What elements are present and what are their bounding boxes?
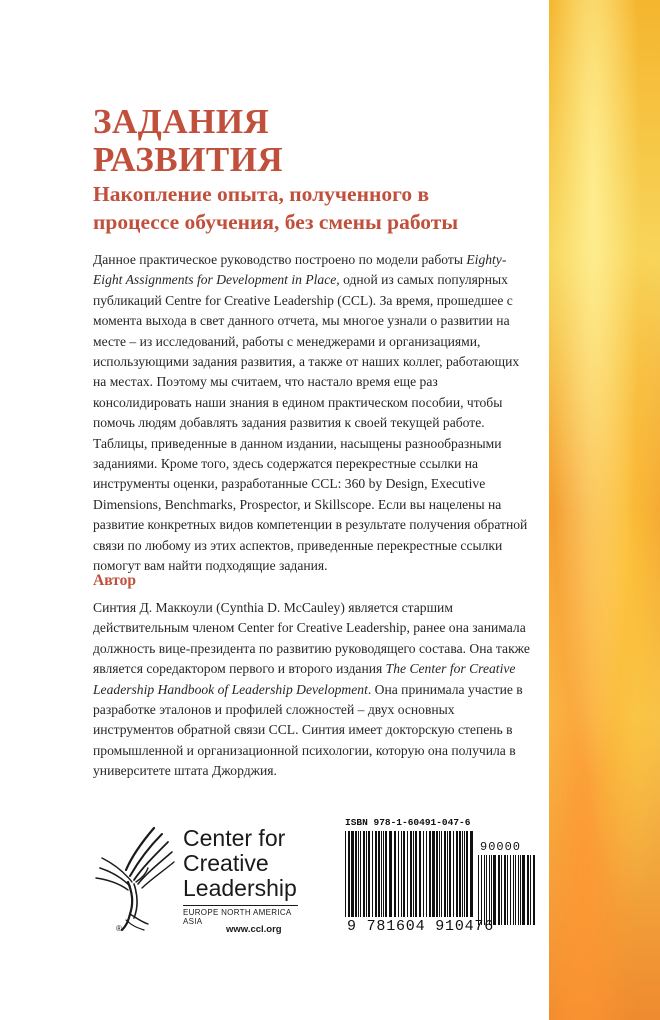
author-heading: Автор [93, 572, 136, 589]
barcode-bar [533, 855, 535, 925]
author-text-2: . Она принимала участие в разработке эталонов и профилей сложностей – двух основных инструментов обратной связи CCL. Синтия имеет докторскую степень в промышленной и организационной психологии, которую она получила в университете штата Джорджия. [93, 681, 523, 779]
barcode-bar [429, 831, 431, 917]
barcode-bar [423, 831, 424, 917]
barcode-bar [456, 831, 458, 917]
author-bio [93, 598, 533, 782]
title-line-1: ЗАДАНИЯ [93, 102, 270, 141]
book-description [93, 250, 533, 577]
subtitle-line-2: процессе обучения, без смены работы [93, 210, 459, 234]
barcode-bar [515, 855, 516, 925]
barcode-bar [358, 831, 359, 917]
decorative-stripe [549, 0, 660, 1020]
barcode-bar [513, 855, 514, 925]
barcode-bar [426, 831, 427, 917]
barcode-bar [413, 831, 414, 917]
barcode-bar [478, 855, 479, 925]
barcode-bar [441, 831, 442, 917]
barcode-bar [401, 831, 402, 917]
barcode-bar [470, 831, 473, 917]
barcode-bar [378, 831, 380, 917]
price-barcode [478, 855, 538, 925]
book-subtitle [93, 180, 533, 236]
barcode-bar [432, 831, 435, 917]
barcode-bar [507, 855, 508, 925]
barcode-bar [389, 831, 392, 917]
barcode-bar [351, 831, 354, 917]
barcode-bar [407, 831, 408, 917]
barcode-bar [504, 855, 506, 925]
barcode-bar [363, 831, 365, 917]
isbn-label: ISBN 978-1-60491-047-6 [345, 817, 471, 828]
barcode-bar [522, 855, 525, 925]
barcode-bar [491, 855, 492, 925]
subtitle-line-1: Накопление опыта, полученного в [93, 182, 430, 206]
barcode-bar [510, 855, 511, 925]
book-title [93, 103, 513, 179]
publisher-name-line-2: Creative [183, 850, 269, 876]
barcode-bar [415, 831, 417, 917]
barcode-bar [436, 831, 438, 917]
barcode-bar [493, 855, 496, 925]
description-text-1: Данное практическое руководство построено по модели работы [93, 252, 467, 267]
barcode-bar [486, 855, 487, 925]
barcode-bar [372, 831, 373, 917]
barcode-bar [360, 831, 361, 917]
barcode-bar [498, 855, 500, 925]
barcode-bar [459, 831, 461, 917]
barcode-bar [462, 831, 463, 917]
barcode-bar [518, 855, 519, 925]
barcode-bar [453, 831, 454, 917]
publisher-name [183, 826, 333, 901]
description-text-2: одной из самых популярных публикаций Centre for Creative Leadership (CCL). За время, прошедшее с момента выхода в свет данного отчета, мы многое узнали о развитии на месте – из исследований, работы с менеджерами и организациями, использующими задания развития, а также от наших коллег, работающих на местах. Поэтому мы считаем, что настало время еще раз консолидировать наши знания в едином практическом пособии, чтобы помочь людям добавлять задания развития к своей текущей работе. Таблицы, приведенные в данном издании, насыщены разнообразными заданиями. Кроме того, здесь содержатся перекрестные ссылки на инструменты оценки, разработанные CCL: 360 by Design, Executive Dimensions, Benchmarks, Prospector, и Skillscope. Если вы нацелены на развитие конкретных видов компетенции в результате получения обратной связи по любому из этих аспектов, приведенные перекрестные ссылки помогут вам найти подходящие задания. [93, 272, 528, 574]
barcode-bar [355, 831, 357, 917]
barcode-bar [385, 831, 387, 917]
barcode-bar [383, 831, 384, 917]
publisher-name-line-3: Leadership [183, 875, 297, 901]
price-code: 90000 [480, 840, 522, 854]
barcode-bar [484, 855, 485, 925]
barcode-bar [466, 831, 468, 917]
barcode-bar [366, 831, 367, 917]
barcode-bar [368, 831, 370, 917]
barcode-bar [348, 831, 350, 917]
barcode-bar [520, 855, 521, 925]
title-line-2: РАЗВИТИЯ [93, 140, 284, 179]
ean-barcode [345, 831, 473, 917]
bird-logo-icon [92, 822, 180, 934]
barcode-bar [444, 831, 446, 917]
publisher-url: www.ccl.org [226, 924, 282, 935]
barcode-bar [410, 831, 412, 917]
author-text-1: Синтия Д. Маккоули (Cynthia D. McCauley) является старшим действительным членом Center for Creative Leadership, ранее она занимала должность вице-президента по развитию руководящего состава. Она также является соредактором первого и второго издания [93, 600, 530, 677]
barcode-bar [447, 831, 448, 917]
barcode-bar [403, 831, 405, 917]
barcode-bar [481, 855, 482, 925]
barcode-bar [449, 831, 451, 917]
barcode-bar [464, 831, 465, 917]
registered-mark: ® [116, 924, 122, 933]
barcode-bar [501, 855, 502, 925]
barcode-bar [375, 831, 377, 917]
barcode-bar [527, 855, 529, 925]
barcode-bar [345, 831, 346, 917]
author-italic-title: The Center for Creative Leadership Handbook of Leadership Development [93, 661, 516, 697]
barcode-bar [381, 831, 382, 917]
barcode-bar [439, 831, 440, 917]
barcode-bar [394, 831, 396, 917]
publisher-name-line-1: Center for [183, 825, 286, 851]
ean-number: 9 781604 910476 [347, 918, 495, 935]
barcode-bar [419, 831, 421, 917]
publisher-regions: EUROPE NORTH AMERICA ASIA [183, 905, 298, 926]
barcode-bar [398, 831, 399, 917]
description-italic-title: Eighty-Eight Assignments for Development in Place, [93, 252, 507, 288]
barcode-bar [489, 855, 490, 925]
barcode-bar [530, 855, 531, 925]
